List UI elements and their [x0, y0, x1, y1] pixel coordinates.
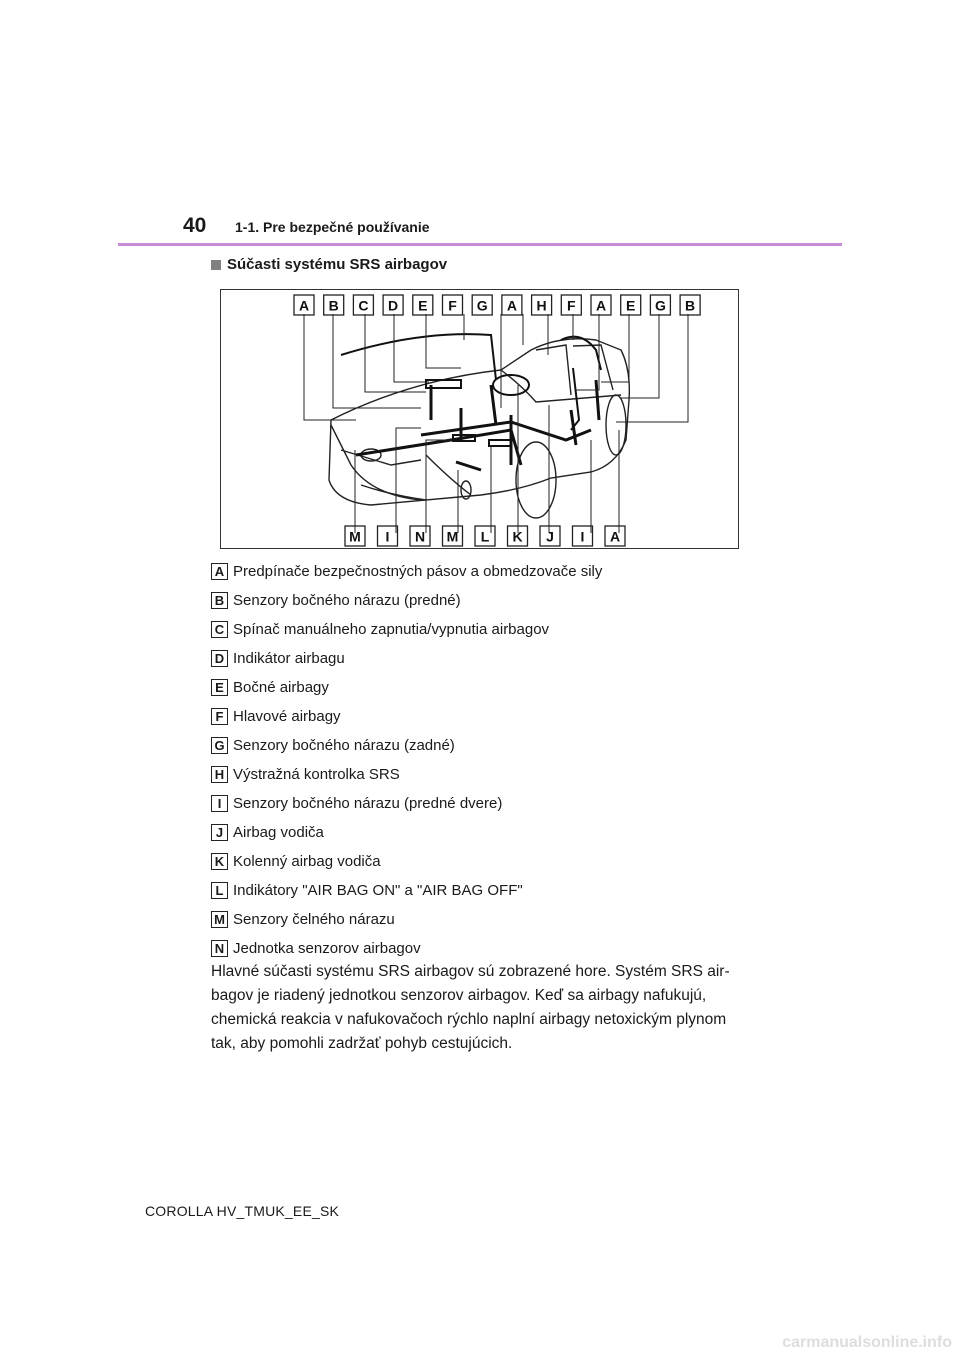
- diagram-label: [324, 295, 344, 315]
- page-number: 40: [183, 214, 207, 237]
- diagram-label: [573, 526, 593, 546]
- legend-key: L: [211, 882, 228, 899]
- diagram-label-text: L: [480, 528, 490, 545]
- legend-key: G: [211, 737, 228, 754]
- legend-key: F: [211, 708, 228, 725]
- diagram-label-text: I: [385, 528, 390, 545]
- header-divider: [118, 243, 842, 246]
- diagram-label-text: B: [328, 297, 339, 314]
- section-heading: [211, 256, 447, 273]
- diagram-label-text: F: [567, 297, 576, 314]
- legend-item: [211, 760, 602, 789]
- description-paragraph: [211, 960, 771, 1056]
- diagram-label: [540, 526, 560, 546]
- legend-text: Indikátor airbagu: [233, 650, 345, 667]
- diagram-label-text: M: [446, 528, 459, 545]
- diagram-label-text: N: [414, 528, 426, 545]
- diagram-label: [561, 295, 581, 315]
- legend-item: [211, 876, 602, 905]
- diagram-label-text: H: [536, 297, 547, 314]
- legend-item: [211, 644, 602, 673]
- legend-item: [211, 905, 602, 934]
- diagram-label: [443, 526, 463, 546]
- legend-key: E: [211, 679, 228, 696]
- paragraph-line: chemická reakcia v nafukovačoch rýchlo naplní airbagy netoxickým plynom: [211, 1011, 727, 1028]
- diagram-label-text: F: [448, 297, 457, 314]
- diagram-label-text: G: [654, 297, 666, 314]
- legend-key: N: [211, 940, 228, 957]
- legend-key: B: [211, 592, 228, 609]
- diagram-label-text: E: [626, 297, 636, 314]
- legend-item: [211, 557, 602, 586]
- legend-item: [211, 731, 602, 760]
- paragraph-line: tak, aby pomohli zadržať pohyb cestujúcich.: [211, 1035, 513, 1052]
- chapter-title: 1-1. Pre bezpečné používanie: [235, 219, 430, 235]
- legend-key: K: [211, 853, 228, 870]
- legend-text: Indikátory "AIR BAG ON" a "AIR BAG OFF": [233, 882, 523, 899]
- diagram-label: [294, 295, 314, 315]
- legend-item: [211, 847, 602, 876]
- car-illustration: [221, 290, 737, 547]
- legend-text: Senzory bočného nárazu (predné dvere): [233, 795, 503, 812]
- legend-item: [211, 818, 602, 847]
- legend-text: Jednotka senzorov airbagov: [233, 940, 421, 957]
- diagram-label-text: D: [388, 297, 399, 314]
- legend-key: J: [211, 824, 228, 841]
- diagram-label: [413, 295, 433, 315]
- paragraph-line: Hlavné súčasti systému SRS airbagov sú zobrazené hore. Systém SRS air-: [211, 963, 730, 980]
- legend-item: [211, 702, 602, 731]
- legend-key: C: [211, 621, 228, 638]
- diagram-label-text: A: [506, 297, 517, 314]
- legend-key: H: [211, 766, 228, 783]
- diagram-label-text: C: [358, 297, 369, 314]
- diagram-label-text: J: [546, 528, 554, 545]
- diagram-label: [680, 295, 700, 315]
- paragraph-line: bagov je riadený jednotkou senzorov airbagov. Keď sa airbagy nafukujú,: [211, 987, 707, 1004]
- diagram-label: [472, 295, 492, 315]
- legend-item: [211, 673, 602, 702]
- legend-item: [211, 789, 602, 818]
- section-title: Súčasti systému SRS airbagov: [227, 256, 448, 273]
- legend-text: Airbag vodiča: [233, 824, 324, 841]
- diagram-label: [383, 295, 403, 315]
- legend-text: Spínač manuálneho zapnutia/vypnutia airbagov: [233, 621, 550, 638]
- diagram-label: [410, 526, 430, 546]
- legend-text: Hlavové airbagy: [233, 708, 341, 725]
- diagram-label-text: A: [609, 528, 621, 545]
- airbag-diagram: [220, 289, 739, 549]
- legend-item: [211, 615, 602, 644]
- legend-list: [211, 557, 602, 963]
- diagram-label-text: A: [298, 297, 310, 314]
- diagram-label-text: A: [595, 297, 607, 314]
- legend-key: I: [211, 795, 228, 812]
- diagram-label: [591, 295, 611, 315]
- diagram-label: [475, 526, 495, 546]
- diagram-label-text: K: [512, 528, 523, 545]
- diagram-label: [378, 526, 398, 546]
- diagram-label-text: E: [418, 297, 428, 314]
- diagram-label-text: M: [349, 528, 361, 545]
- square-bullet-icon: [211, 260, 221, 270]
- car-outline-icon: [329, 339, 629, 518]
- legend-text: Senzory čelného nárazu: [233, 911, 395, 928]
- footer-model: COROLLA HV_TMUK_EE_SK: [145, 1203, 340, 1219]
- diagram-label: [532, 295, 552, 315]
- legend-key: D: [211, 650, 228, 667]
- legend-text: Senzory bočného nárazu (predné): [233, 592, 461, 609]
- legend-text: Bočné airbagy: [233, 679, 329, 696]
- legend-key: M: [211, 911, 228, 928]
- watermark: carmanualsonline.info: [782, 1334, 952, 1351]
- diagram-label: [353, 295, 373, 315]
- legend-text: Senzory bočného nárazu (zadné): [233, 737, 455, 754]
- legend-text: Predpínače bezpečnostných pásov a obmedzovače sily: [233, 563, 603, 580]
- diagram-label: [605, 526, 625, 546]
- diagram-label-text: G: [476, 297, 488, 314]
- diagram-label: [650, 295, 670, 315]
- legend-item: [211, 586, 602, 615]
- legend-key: A: [211, 563, 228, 580]
- legend-text: Kolenný airbag vodiča: [233, 853, 381, 870]
- diagram-label: [443, 295, 463, 315]
- diagram-label: [502, 295, 522, 315]
- legend-item: [211, 934, 602, 963]
- legend-text: Výstražná kontrolka SRS: [233, 766, 400, 783]
- diagram-label: [621, 295, 641, 315]
- diagram-label-text: I: [580, 528, 585, 545]
- diagram-label-text: B: [685, 297, 696, 314]
